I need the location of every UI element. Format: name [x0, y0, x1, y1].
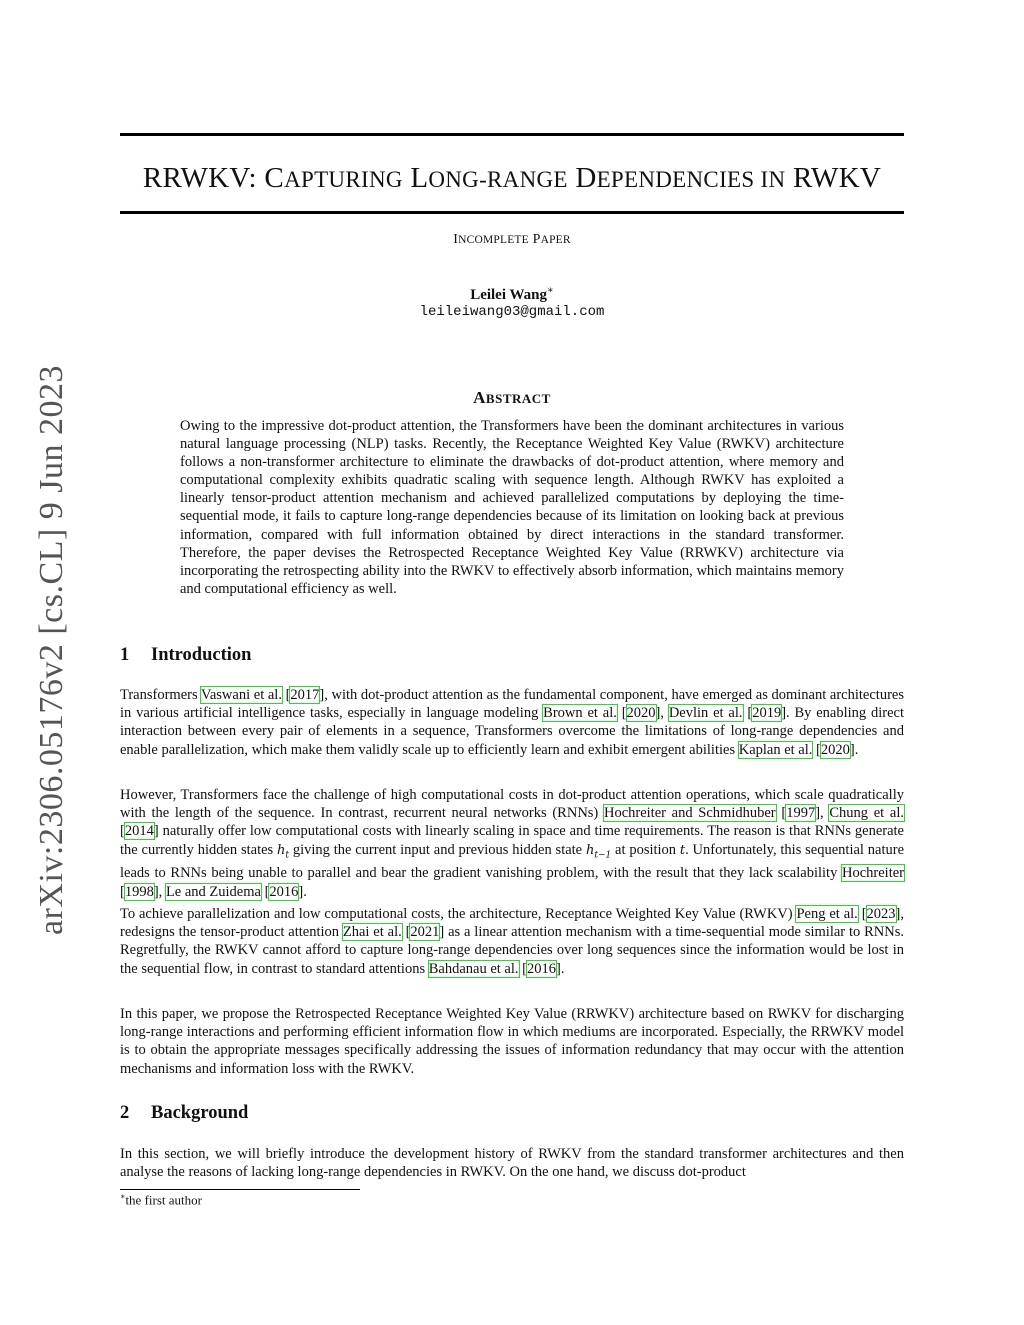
intro-paragraph-4: In this paper, we propose the Retrospected Receptance Weighted Key Value (RRWKV) architecture based on RWKV for discharging long-range interactions and performing efficient information flow in which mediums are incorporated. Especially, the RRWKV model is to obtain the appropriate messages specifically addressing the issues of information redundancy that may occur with the attention mechanisms and information loss with the RWKV.: [120, 1006, 904, 1077]
intro-paragraph-2: However, Transformers face the challenge of high computational costs in dot-product attention operations, which scale quadratically with the length of the sequence. In contrast, recurrent neural networks (RNNs) Hochreiter and Schmidhuber [1997], Chung et al. [2014] naturally offer low computational costs with linearly scaling in space and time requirements. The reason is that RNNs generate the currently hidden states $h_t$ giving the current input and previous hidden state $h_{t-1}$ at position t. Unfortunately, this sequential nature leads to RNNs being unable to parallel and bear the gradient vanishing problem, with the result that they lack scalability Hochreiter [1998], Le and Zuidema [2016].: [120, 787, 904, 900]
title-top-rule: [120, 133, 904, 136]
citation-year-link[interactable]: 2014: [124, 823, 154, 840]
math-h-t: $h_t$: [277, 842, 290, 861]
intro-paragraph-3: To achieve parallelization and low computational costs, the architecture, Receptance Weighted Key Value (RWKV) Peng et al. [2023], redesigns the tensor-product attention Zhai et al. [2021] as a linear attention mechanism with a time-sequential mode similar to RNNs. Regretfully, the RWKV cannot afford to capture long-range dependencies over long sequences since the information would be lost in the sequential flow, in contrast to standard attentions Bahdanau et al. [2016].: [120, 906, 904, 977]
citation-year-link[interactable]: 2016: [527, 960, 556, 977]
citation-link[interactable]: Zhai et al.: [342, 924, 402, 941]
citation-link[interactable]: Devlin et al.: [668, 705, 743, 722]
citation-link[interactable]: Brown et al.: [543, 705, 617, 722]
citation-year-link[interactable]: 2017: [290, 687, 320, 703]
citation-year-link[interactable]: 2020: [820, 741, 850, 758]
citation-year-link[interactable]: 2016: [269, 883, 299, 900]
citation-link[interactable]: Hochreiter and Schmidhuber: [603, 805, 776, 822]
arxiv-id[interactable]: arXiv:2306.05176v2 [cs.CL] 9 Jun 2023: [33, 364, 70, 936]
author-name: Leilei Wang∗: [470, 285, 554, 303]
citation-year-link[interactable]: 1998: [124, 883, 154, 900]
citation-link[interactable]: Hochreiter: [842, 865, 904, 882]
citation-link[interactable]: Peng et al.: [796, 906, 858, 922]
citation-link[interactable]: Kaplan et al.: [738, 741, 813, 758]
citation-link[interactable]: Chung et al.: [829, 805, 904, 822]
footnote: ∗the first author: [120, 1192, 202, 1208]
citation-year-link[interactable]: 2019: [752, 705, 782, 722]
abstract-text: Owing to the impressive dot-product attention, the Transformers have been the dominant architectures in various natural language processing (NLP) tasks. Recently, the Receptance Weighted Key Value (RWKV) architecture follows a non-transformer architecture to eliminate the drawbacks of dot-product attention, where memory and computational complexity exhibits quadratic scaling with sequence length. Although RWKV has exploited a linearly tensor-product attention mechanism and achieved parallelized computations by deploying the time-sequential mode, it fails to capture long-range dependencies because of its limitation on looking back at previous information, compared with full information obtained by direct interactions in the standard transformer. Therefore, the paper devises the Retrospected Receptance Weighted Key Value (RRWKV) architecture via incorporating the retrospecting ability into the RWKV to effectively absorb information, which maintains memory and computational efficiency as well.: [180, 418, 844, 597]
footnote-rule: [120, 1189, 360, 1190]
citation-link[interactable]: Le and Zuidema: [165, 883, 261, 900]
math-t: t: [679, 842, 686, 858]
title-bottom-rule: [120, 211, 904, 214]
citation-link[interactable]: Vaswani et al.: [200, 687, 282, 703]
abstract-heading: ABSTRACT: [473, 388, 551, 407]
paper-subtitle: INCOMPLETE PAPER: [453, 232, 571, 247]
citation-year-link[interactable]: 2020: [626, 705, 656, 722]
paper-title: RRWKV: CAPTURING LONG-RANGE DEPENDENCIES IN RWKV: [142, 162, 882, 194]
section-1-heading: 1 Introduction: [120, 645, 252, 665]
section-2-heading: 2 Background: [120, 1103, 249, 1123]
background-paragraph-1: In this section, we will briefly introduce the development history of RWKV from the standard transformer architectures and then analyse the reasons of lacking long-range dependencies in RWKV. On the one hand, we discuss dot-product: [120, 1146, 904, 1181]
citation-link[interactable]: Bahdanau et al.: [428, 960, 519, 977]
author-email[interactable]: leileiwang03@gmail.com: [419, 304, 605, 320]
intro-paragraph-1: Transformers Vaswani et al. [2017], with dot-product attention as the fundamental component, have emerged as dominant architectures in various artificial intelligence tasks, especially in language modeling Brown et al. [2020], Devlin et al. [2019]. By enabling direct interaction between every pair of elements in a sequence, Transformers overcome the limitations of long-range dependencies and enable parallelization, which make them validly scale up to efficiently learn and exhibit emergent abilities Kaplan et al. [2020].: [120, 687, 904, 758]
citation-year-link[interactable]: 1997: [786, 805, 816, 822]
math-h-t-minus-1: $h_{t-1}$: [585, 842, 612, 861]
citation-year-link[interactable]: 2021: [410, 924, 440, 941]
citation-year-link[interactable]: 2023: [866, 906, 896, 922]
